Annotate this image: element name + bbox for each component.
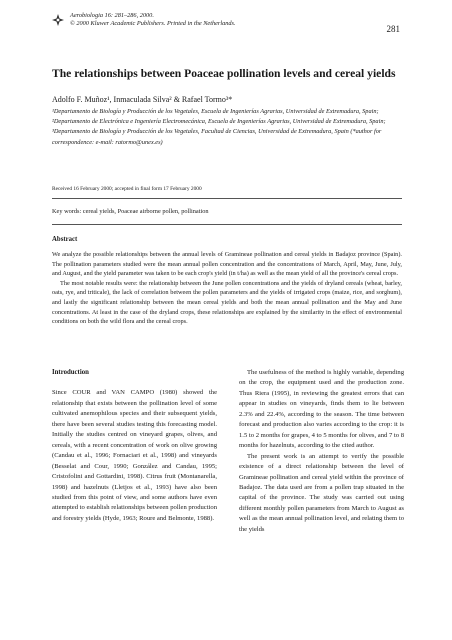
- divider-top: [52, 198, 402, 199]
- journal-info: [70, 12, 236, 28]
- intro-paragraph-2: The usefulness of the method is highly variable, depending on the crop, the equipment used and the production zone. Thus Riera (1995), in reviewing the greatest errors that can appear in studies on vineyards, finds them to lie between 2.3% and 22.4%, according to the season. The time between forecast and production also varies according to the crop: it is 1.5 to 2 months for grapes, 4 to 5 months for olives, and 7 to 8 months for hazelnuts, according to the cited author.: [239, 369, 404, 450]
- publisher-logo-icon: [52, 14, 64, 26]
- column-right: [239, 368, 404, 535]
- keywords: Key words: cereal yields, Poaceae airborne pollen, pollination: [52, 208, 209, 215]
- affiliations: ¹Departamento de Biología y Producción de los Vegetales, Escuela de Ingenierías Agrarias, Universidad de Extremadura, Spain; ²Departamento de Electrónica e Ingeniería Electromecánica, Escuela de Ingenierías Agrarias, Universidad de Extremadura, Spain; ³Departamento de Biología y Producción de los Vegetales, Facultad de Ciencias, Universidad de Extremadura, Spain (*author for correspondence: e-mail: ratormo@unex.es): [52, 108, 386, 146]
- column-left: [52, 368, 217, 524]
- page-number: 281: [386, 24, 400, 34]
- intro-paragraph-3: The present work is an attempt to verify the possible existence of a direct relationship between the level of Gramineae pollination and cereal yield within the province of Badajoz. The data used are from a pollen trap situated in the capital of the province. The study was carried out using different monthly pollen parameters from March to August as well as the mean annual pollination level, and relating them to the yields: [239, 452, 404, 533]
- introduction-heading: Introduction: [52, 369, 89, 376]
- copyright-line: © 2000 Kluwer Academic Publishers. Printed in the Netherlands.: [70, 20, 236, 27]
- abstract-heading: Abstract: [52, 236, 78, 243]
- intro-paragraph-1: Since COUR and VAN CAMPO (1980) showed the relationship that exists between the pollination level of some cultivated anemophilous species and their subsequent yields, there have been several studies testing this forecasting model. Initially the studies centred on vineyard grapes, olives, and cereals, with a recent concentration of work on olive growing (Candau et al., 1996; Fornaciari et al., 1998) and vineyards (Besselat and Cour, 1990; González and Candau, 1995; Cristofolini and Gottardini, 1998). Citrus fruit (Montanarella, 1998) and hazelnuts (Lletjos et al., 1993) have also been studied from this point of view, and some authors have even attempted to establish relationships between pollen production and forestry yields (Hyde, 1963; Roure and Belmonte, 1988).: [52, 389, 217, 522]
- divider-bottom: [52, 224, 402, 225]
- author-list: Adolfo F. Muñoz¹, Inmaculada Silva² & Rafael Tormo³*: [52, 95, 233, 104]
- abstract-body: [52, 250, 402, 327]
- received-dates: Received 16 February 2000; accepted in final form 17 February 2000: [52, 186, 202, 192]
- abstract-paragraph-1: We analyze the possible relationships between the annual levels of Gramineae pollination and cereal yields in Badajoz province (Spain). The pollination parameters studied were the mean annual pollen concentration and the concentrations of March, April, May, June, July, and August, and the yield parameter was taken to be each crop's yield (in t/ha) as well as the mean yield of all the province's cereal crops.: [52, 251, 402, 278]
- article-title: The relationships between Poaceae pollination levels and cereal yields: [52, 67, 396, 80]
- abstract-paragraph-2: The most notable results were: the relationship between the June pollen concentrations and the yields of dryland cereals (wheat, barley, oats, rye, and triticale), the lack of correlation between the pollen parameters and the yields of irrigated crops (maize, rice, and sorghum), and lastly the significant relationship between the mean cereal yields and both the mean annual pollination and the May and June concentrations. At least in the case of the dryland crops, these relationships are explained by the similarity in the effect of environmental conditions on both the wild flora and the cereal crops.: [52, 279, 402, 326]
- journal-citation: Aerobiologia 16: 281–286, 2000.: [70, 12, 154, 19]
